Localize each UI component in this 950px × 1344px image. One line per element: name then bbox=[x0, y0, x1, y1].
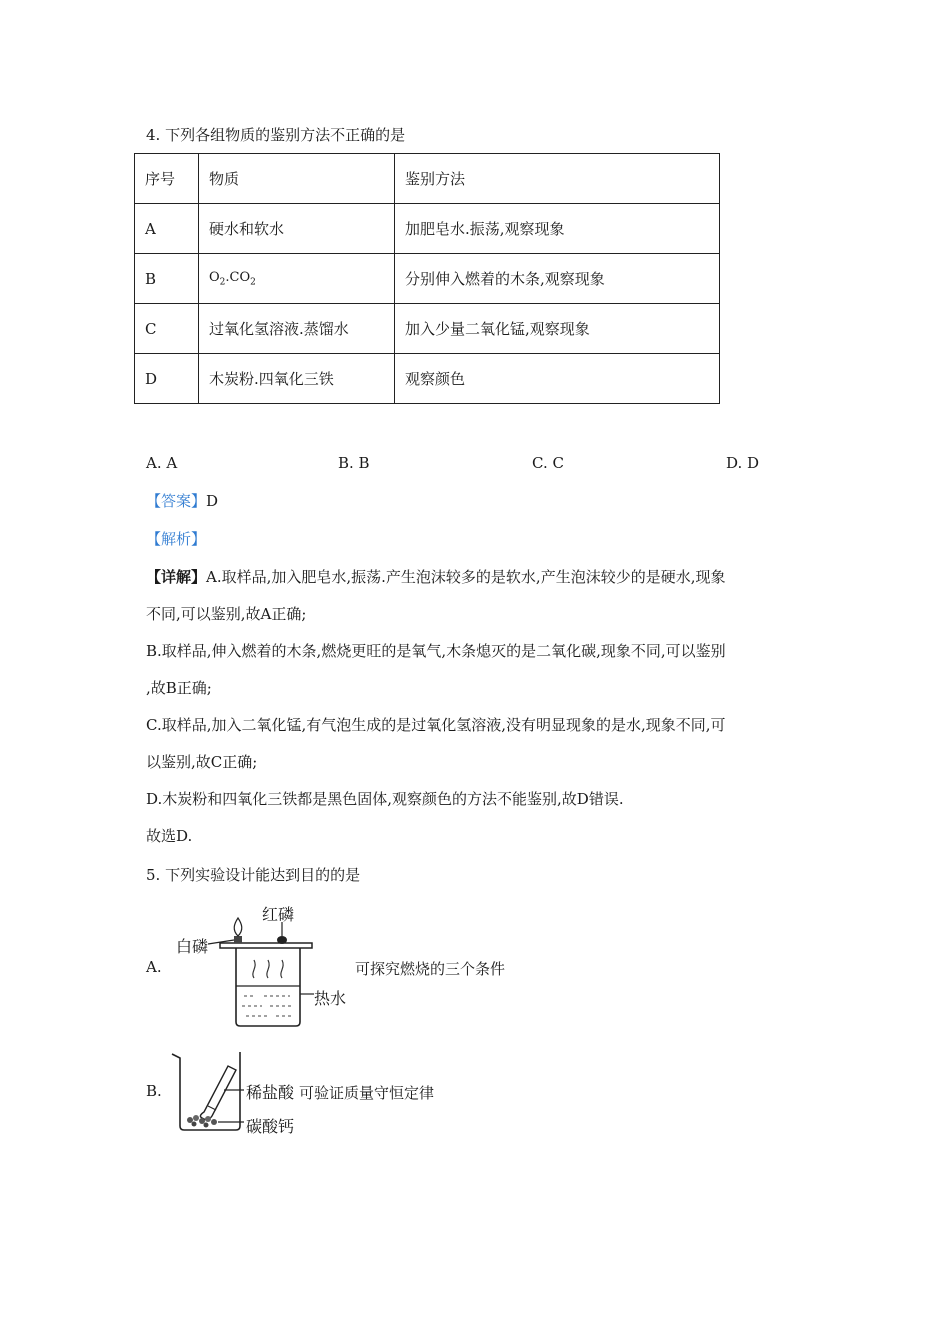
reaction-beaker-figure bbox=[168, 1046, 308, 1138]
carbonate-label: 碳酸钙 bbox=[246, 1117, 295, 1136]
detail-line: 故选D. bbox=[146, 827, 193, 845]
table-row bbox=[135, 254, 720, 304]
row-method: 加肥皂水.振荡,观察现象 bbox=[395, 204, 720, 254]
q5-option-b-label: B. bbox=[146, 1082, 162, 1100]
row-substance: 过氧化氢溶液.蒸馏水 bbox=[199, 304, 395, 354]
row-method: 加入少量二氧化锰,观察现象 bbox=[395, 304, 720, 354]
q4-title: 4. 下列各组物质的鉴别方法不正确的是 bbox=[146, 126, 406, 144]
detail-line: 【详解】A.取样品,加入肥皂水,振荡.产生泡沫较多的是软水,产生泡沫较少的是硬水,现象 bbox=[146, 568, 726, 586]
hot-water-label: 热水 bbox=[314, 989, 347, 1008]
row-id: B bbox=[135, 254, 199, 304]
header-cell: 鉴别方法 bbox=[395, 154, 720, 204]
detail-line: 以鉴别,故C正确; bbox=[146, 753, 258, 771]
detail-label: 【详解】 bbox=[146, 568, 207, 586]
q5-option-a-desc: 可探究燃烧的三个条件 bbox=[355, 960, 506, 978]
detail-line: D.木炭粉和四氧化三铁都是黑色固体,观察颜色的方法不能鉴别,故D错误. bbox=[146, 790, 624, 808]
q5-option-b-desc: 可验证质量守恒定律 bbox=[299, 1084, 435, 1102]
table-row bbox=[135, 354, 720, 404]
option-a[interactable]: A. A bbox=[146, 454, 178, 472]
analysis-label: 【解析】 bbox=[146, 530, 207, 548]
option-c[interactable]: C. C bbox=[532, 454, 564, 472]
detail-line: ,故B正确; bbox=[146, 679, 212, 697]
acid-label: 稀盐酸 bbox=[246, 1083, 295, 1102]
answer-label: 【答案】 bbox=[146, 492, 207, 510]
q5-title: 5. 下列实验设计能达到目的的是 bbox=[146, 866, 361, 884]
header-cell: 物质 bbox=[199, 154, 395, 204]
red-phosphorus-label: 红磷 bbox=[262, 905, 295, 924]
detail-line: B.取样品,伸入燃着的木条,燃烧更旺的是氧气,木条熄灭的是二氧化碳,现象不同,可以鉴别 bbox=[146, 642, 726, 660]
row-substance: 硬水和软水 bbox=[199, 204, 395, 254]
row-substance: $O_2.CO_2$ bbox=[199, 254, 395, 304]
row-method: 分别伸入燃着的木条,观察现象 bbox=[395, 254, 720, 304]
row-substance: 木炭粉.四氧化三铁 bbox=[199, 354, 395, 404]
q4-options bbox=[146, 454, 786, 474]
option-d[interactable]: D. D bbox=[726, 454, 760, 472]
option-b[interactable]: B. B bbox=[338, 454, 370, 472]
row-id: A bbox=[135, 204, 199, 254]
table-row bbox=[135, 204, 720, 254]
row-id: D bbox=[135, 354, 199, 404]
header-cell: 序号 bbox=[135, 154, 199, 204]
q5-option-a-label: A. bbox=[146, 958, 162, 976]
table-row bbox=[135, 304, 720, 354]
answer-line bbox=[146, 490, 218, 511]
combustion-apparatus-figure bbox=[172, 900, 362, 1030]
white-phosphorus-label: 白磷 bbox=[176, 937, 209, 956]
detail-line: C.取样品,加入二氧化锰,有气泡生成的是过氧化氢溶液,没有明显现象的是水,现象不同,可 bbox=[146, 716, 726, 734]
row-id: C bbox=[135, 304, 199, 354]
row-method: 观察颜色 bbox=[395, 354, 720, 404]
q4-table bbox=[134, 153, 720, 404]
answer-value: D bbox=[206, 492, 219, 510]
table-header-row bbox=[135, 154, 720, 204]
detail-line: 不同,可以鉴别,故A正确; bbox=[146, 605, 307, 623]
